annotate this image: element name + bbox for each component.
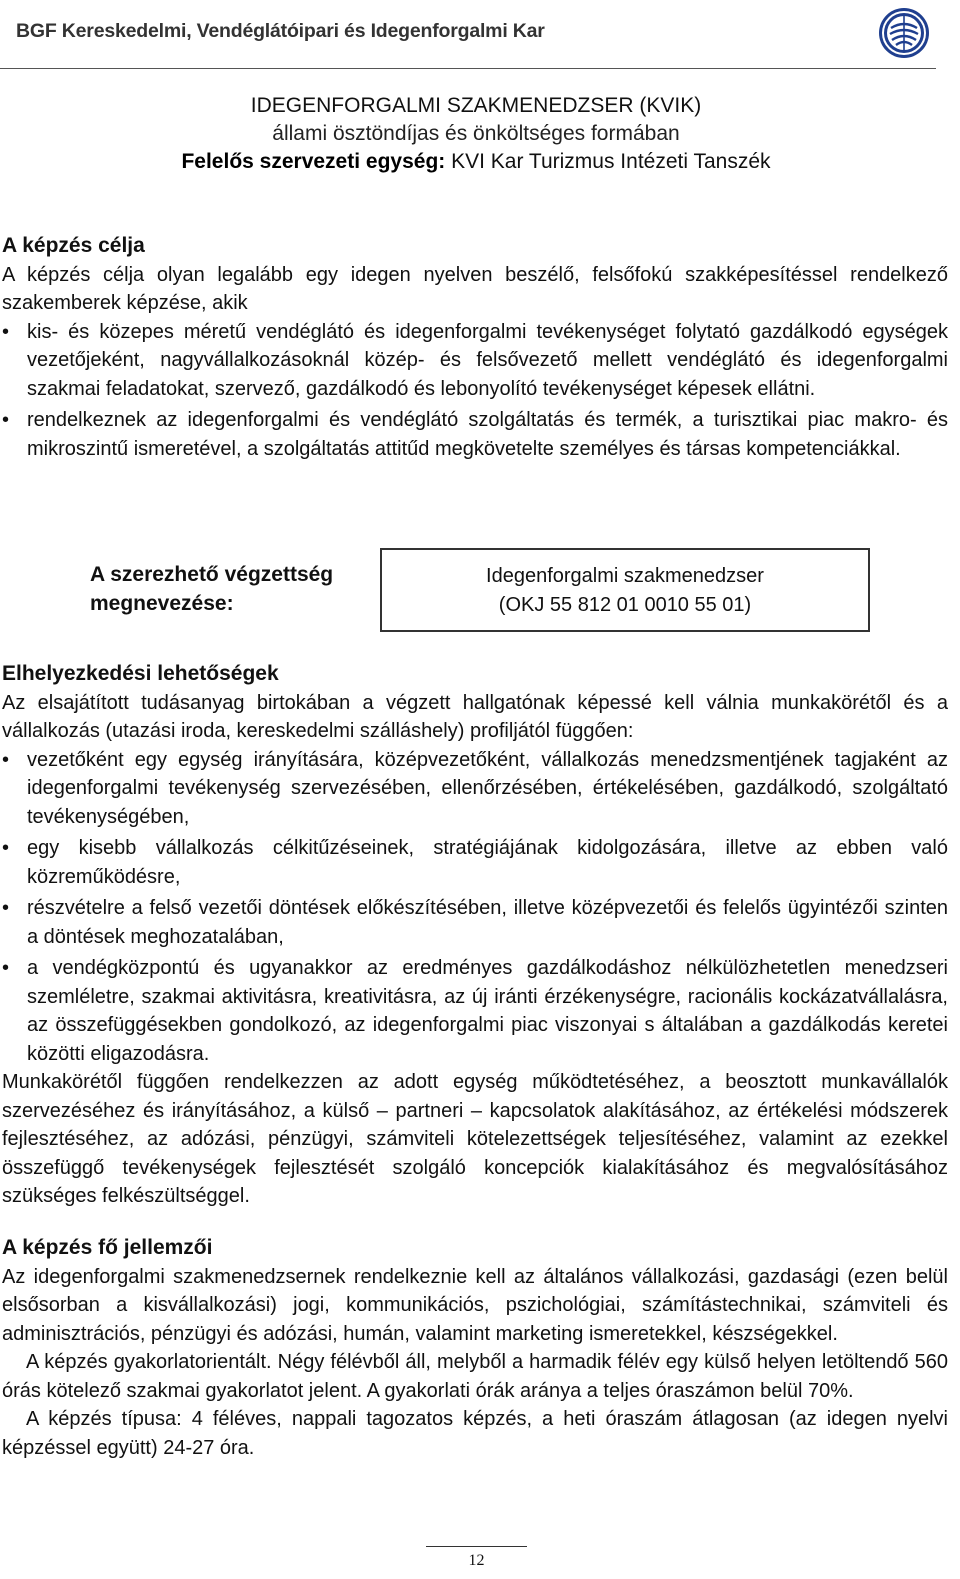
aim-intro: A képzés célja olyan legalább egy idegen nyelven beszélő, felsőfokú szakképesítéssel rendelkező szakemberek képzése, akik bbox=[2, 263, 948, 314]
features-paragraph-2: A képzés gyakorlatorientált. Négy félévből áll, melyből a harmadik félév egy külső helyen letöltendő 560 órás kötelező szakmai gyakorlatot jelent. A gyakorlati órák aránya a teljes óraszámon belül 70%. bbox=[2, 1351, 948, 1402]
header-title: BGF Kereskedelmi, Vendéglátóipari és Idegenforgalmi Kar bbox=[16, 20, 545, 42]
features-heading: A képzés fő jellemzői bbox=[2, 1236, 213, 1259]
degree-value-box bbox=[380, 548, 870, 632]
program-title-block bbox=[0, 92, 952, 176]
degree-label bbox=[90, 561, 333, 618]
career-heading: Elhelyezkedési lehetőségek bbox=[2, 662, 279, 685]
list-item: • a vendégközpontú és ugyanakkor az eredményes gazdálkodáshoz nélkülözhetetlen menedzseri szemléletre, szakmai aktivitásra, kreativitásra, az új iránti érzékenységre, racionális kockázatvállalásra, az összefüggésekben gondolkozó, az idegenforgalmi piac viszonyai s általában a gazdálkodás keretei közötti eligazodásra. bbox=[2, 954, 948, 1068]
list-item: • kis- és közepes méretű vendéglátó és idegenforgalmi tevékenységet folytató gazdálkodó egységek vezetőjeként, nagyvállalkozásoknál közép- és felsővezető mellett vendéglátó és idegenforgalmi szakmai feladatokat, szervező, gazdálkodó és lebonyolító tevékenységet képesek ellátni. bbox=[2, 318, 948, 404]
header-divider bbox=[0, 68, 936, 69]
career-intro: Az elsajátított tudásanyag birtokában a végzett hallgatónak képessé kell válnia munkakörétől és a vállalkozás (utazási iroda, kereskedelmi szálláshely) profiljától függően: bbox=[2, 691, 948, 742]
footer-divider bbox=[426, 1546, 527, 1547]
career-section bbox=[2, 660, 948, 1211]
university-logo-icon bbox=[877, 6, 931, 60]
list-item: • egy kisebb vállalkozás célkitűzéseinek, stratégiájának kidolgozására, illetve az ebben való közreműködésre, bbox=[2, 834, 948, 891]
features-section bbox=[2, 1234, 948, 1462]
career-bullet-list bbox=[2, 746, 948, 1069]
program-title: IDEGENFORGALMI SZAKMENEDZSER (KVIK) bbox=[250, 94, 702, 117]
responsible-unit-label: Felelős szervezeti egység: bbox=[181, 150, 446, 173]
aim-section bbox=[2, 232, 948, 463]
responsible-unit bbox=[0, 148, 952, 176]
responsible-unit-value: KVI Kar Turizmus Intézeti Tanszék bbox=[445, 150, 771, 173]
aim-heading: A képzés célja bbox=[2, 234, 145, 257]
page-number: 12 bbox=[468, 1552, 485, 1569]
list-item: • vezetőként egy egység irányítására, középvezetőként, vállalkozás menedzsmentjének tagjaként az idegenforgalmi tevékenység szervezésében, ellenőrzésében, értékelésében, gazdálkodó, szolgáltató tevékenységében, bbox=[2, 746, 948, 832]
aim-bullet-list bbox=[2, 318, 948, 464]
page-header bbox=[0, 0, 960, 70]
degree-label-line-1: A szerezhető végzettség bbox=[90, 563, 334, 586]
list-item: • részvételre a felső vezetői döntések előkészítésében, illetve középvezetői és felelős ügyintézői szinten a döntések meghozatalában, bbox=[2, 894, 948, 951]
features-paragraph-3: A képzés típusa: 4 féléves, nappali tagozatos képzés, a heti óraszám átlagosan (az idegen nyelvi képzéssel együtt) 24-27 óra. bbox=[2, 1408, 948, 1459]
features-paragraph-1: Az idegenforgalmi szakmenedzsernek rendelkeznie kell az általános vállalkozási, gazdasági (ezen belül elsősorban a kisvállalkozási) jogi, kommunikációs, pszichológiai, számítástechnikai, számviteli és adminisztrációs, pénzügyi és adózási, humán, valamint marketing ismeretekkel, készségekkel. bbox=[2, 1265, 948, 1345]
degree-value-line-2: (OKJ 55 812 01 0010 55 01) bbox=[498, 593, 752, 616]
program-funding: állami ösztöndíjas és önköltséges formában bbox=[272, 122, 680, 145]
list-item: • rendelkeznek az idegenforgalmi és vendéglátó szolgáltatás és termék, a turisztikai piac makro- és mikroszintű ismeretével, a szolgáltatás attitűd megkövetelte személyes és társas kompetenciákkal. bbox=[2, 406, 948, 463]
degree-label-line-2: megnevezése: bbox=[90, 591, 234, 615]
career-closing: Munkakörétől függően rendelkezzen az adott egység működtetéséhez, a beosztott munkavállalók szervezéséhez és irányításához, a külső – partneri – kapcsolatok alakításához, az értékelési módszerek fejlesztéséhez, az adózási, pénzügyi, számviteli kötelezettségek teljesítéséhez, valamint az ezekkel összefüggő tevékenységek fejlesztését szolgáló koncepciók kialakításához és megvalósításához szükséges felkészültséggel. bbox=[2, 1071, 948, 1207]
degree-value-line-1: Idegenforgalmi szakmenedzser bbox=[486, 565, 764, 587]
